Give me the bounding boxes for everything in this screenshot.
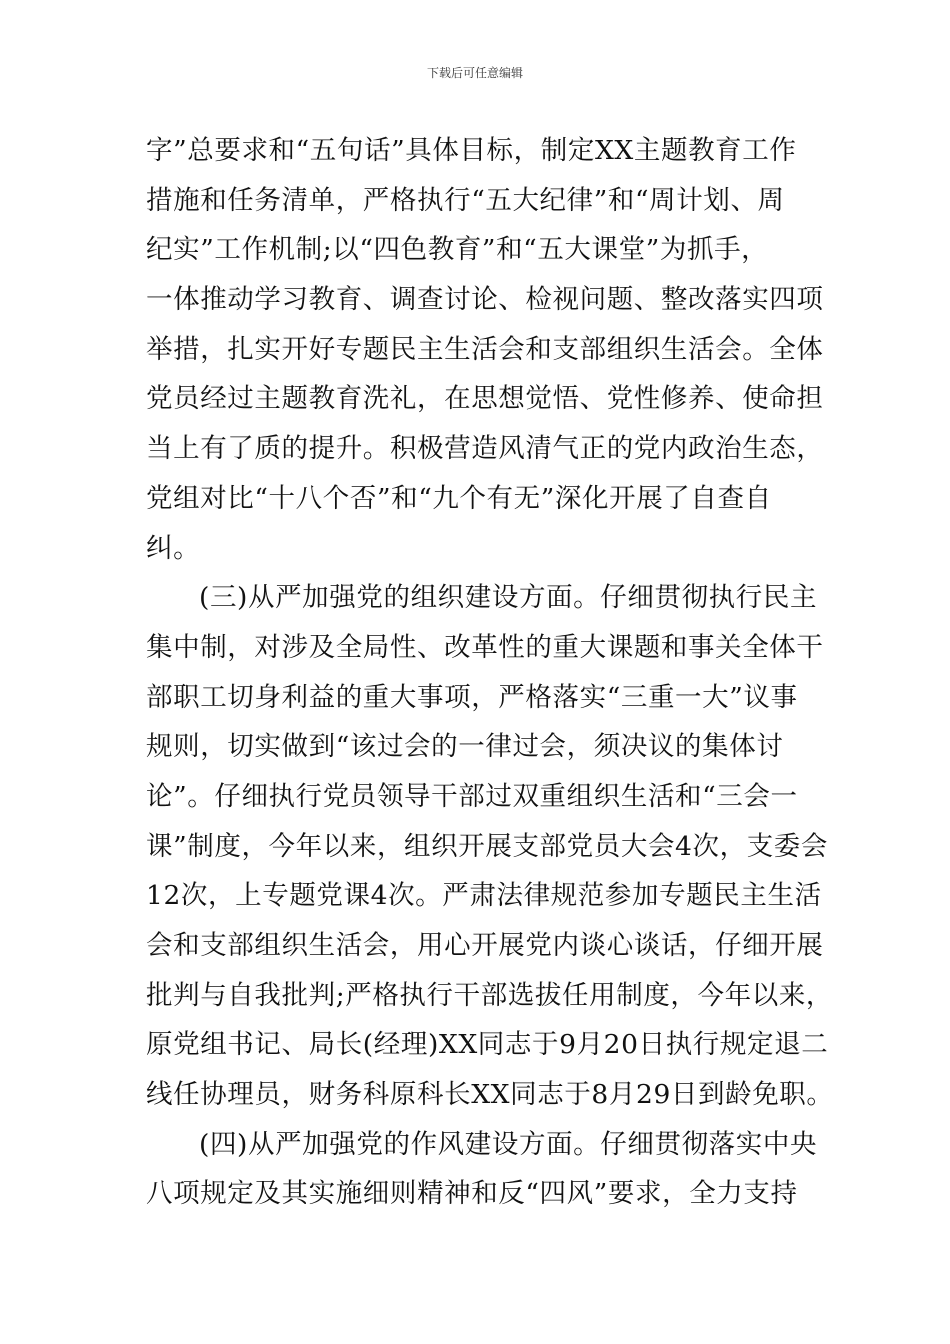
text-line: 部职工切身利益的重大事项，严格落实“三重一大”议事 (146, 681, 798, 713)
text-line: 纪实”工作机制;以“四色教育”和“五大课堂”为抓手， (146, 234, 769, 266)
document-body (146, 126, 834, 1219)
text-line: 党员经过主题教育洗礼，在思想觉悟、党性修养、使命担 (146, 383, 824, 415)
text-line: 纠。 (146, 532, 201, 564)
text-line: 规则，切实做到“该过会的一律过会，须决议的集体讨 (146, 731, 784, 763)
text-line: 字”总要求和“五句话”具体目标，制定XX主题教育工作 (146, 135, 797, 166)
text-line: 课”制度，今年以来，组织开展支部党员大会4次，支委会 (146, 830, 829, 862)
page-header: 下载后可任意编辑 (426, 66, 523, 80)
text-line: 集中制，对涉及全局性、改革性的重大课题和事关全体干 (146, 631, 824, 663)
text-line: 12次，上专题党课4次。严肃法律规范参加专题民主生活 (146, 880, 822, 912)
text-line: 批判与自我批判;严格执行干部选拔任用制度，今年以来， (146, 979, 834, 1011)
text-line: 党组对比“十八个否”和“九个有无”深化开展了自查自 (146, 482, 772, 514)
text-line: 原党组书记、局长(经理)XX同志于9月20日执行规定退二 (146, 1029, 829, 1061)
text-line: 当上有了质的提升。积极营造风清气正的党内政治生态， (146, 433, 824, 465)
text-line: 措施和任务清单，严格执行“五大纪律”和“周计划、周 (146, 184, 785, 216)
section-heading-line: (三)从严加强党的组织建设方面。仔细贯彻执行民主 (199, 582, 818, 614)
text-line: 线任协理员，财务科原科长XX同志于8月29日到龄免职。 (146, 1079, 834, 1111)
section-heading-line: (四)从严加强党的作风建设方面。仔细贯彻落实中央 (199, 1128, 818, 1160)
text-line: 一体推动学习教育、调查讨论、检视问题、整改落实四项 (146, 284, 824, 316)
text-line: 论”。仔细执行党员领导干部过双重组织生活和“三会一 (146, 780, 798, 812)
text-line: 举措，扎实开好专题民主生活会和支部组织生活会。全体 (146, 333, 824, 365)
text-line: 会和支部组织生活会，用心开展党内谈心谈话，仔细开展 (146, 930, 824, 961)
text-line: 八项规定及其实施细则精神和反“四风”要求，全力支持 (146, 1178, 798, 1210)
